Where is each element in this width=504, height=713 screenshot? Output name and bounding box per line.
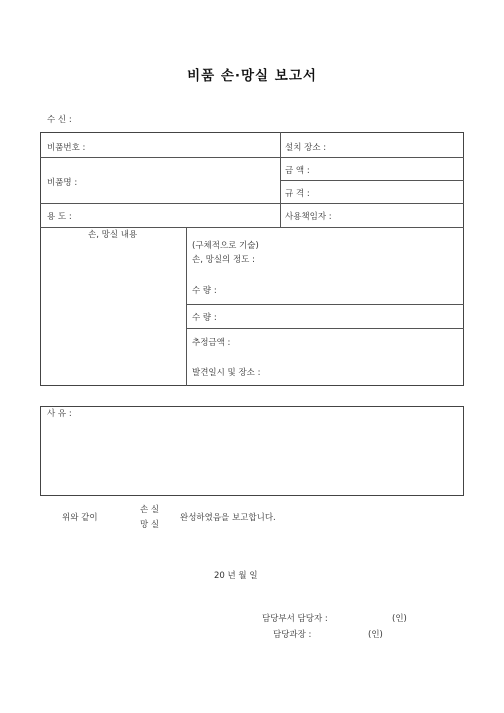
report-option-loss: 손 실 bbox=[140, 505, 160, 515]
table-rule bbox=[280, 180, 464, 181]
table-rule bbox=[186, 304, 464, 305]
install-place-label: 설치 장소 : bbox=[285, 143, 327, 153]
spec-label: 규 격 : bbox=[285, 189, 310, 199]
dept-staff-label: 담당부서 담당자 : bbox=[262, 614, 328, 624]
seal-mark: (인) bbox=[392, 614, 407, 624]
damage-degree-label: 손, 망실의 정도 : bbox=[192, 255, 255, 265]
detail-note: (구체적으로 기술) bbox=[192, 241, 259, 251]
usage-label: 용 도 : bbox=[47, 212, 72, 222]
item-name-label: 비품명 : bbox=[47, 178, 78, 188]
table-rule bbox=[186, 328, 464, 329]
date-line: 20 년 월 일 bbox=[214, 571, 258, 581]
report-prefix: 위와 같이 bbox=[62, 513, 98, 523]
amount-label: 금 액 : bbox=[285, 166, 310, 176]
item-number-label: 비품번호 : bbox=[47, 143, 86, 153]
recipient-label: 수 신 : bbox=[47, 115, 72, 125]
reason-label: 사 유 : bbox=[47, 409, 72, 419]
table-rule bbox=[186, 227, 187, 386]
section-chief-label: 담당과장 : bbox=[273, 630, 312, 640]
damage-content-label: 손, 망실 내용 bbox=[88, 230, 138, 240]
estimated-amount-label: 추정금액 : bbox=[192, 338, 231, 348]
discovery-label: 발견일시 및 장소 : bbox=[192, 368, 261, 378]
seal-mark: (인) bbox=[368, 630, 383, 640]
report-option-lost: 망 실 bbox=[140, 520, 160, 530]
table-rule bbox=[40, 203, 464, 204]
quantity-label: 수 량 : bbox=[192, 313, 217, 323]
reason-box bbox=[40, 406, 464, 496]
report-suffix: 완성하였음을 보고합니다. bbox=[180, 513, 276, 523]
quantity-label: 수 량 : bbox=[192, 286, 217, 296]
table-rule bbox=[40, 157, 464, 158]
document-title: 비품 손·망실 보고서 bbox=[187, 68, 317, 84]
table-rule bbox=[280, 132, 281, 227]
user-in-charge-label: 사용책임자 : bbox=[285, 212, 332, 222]
